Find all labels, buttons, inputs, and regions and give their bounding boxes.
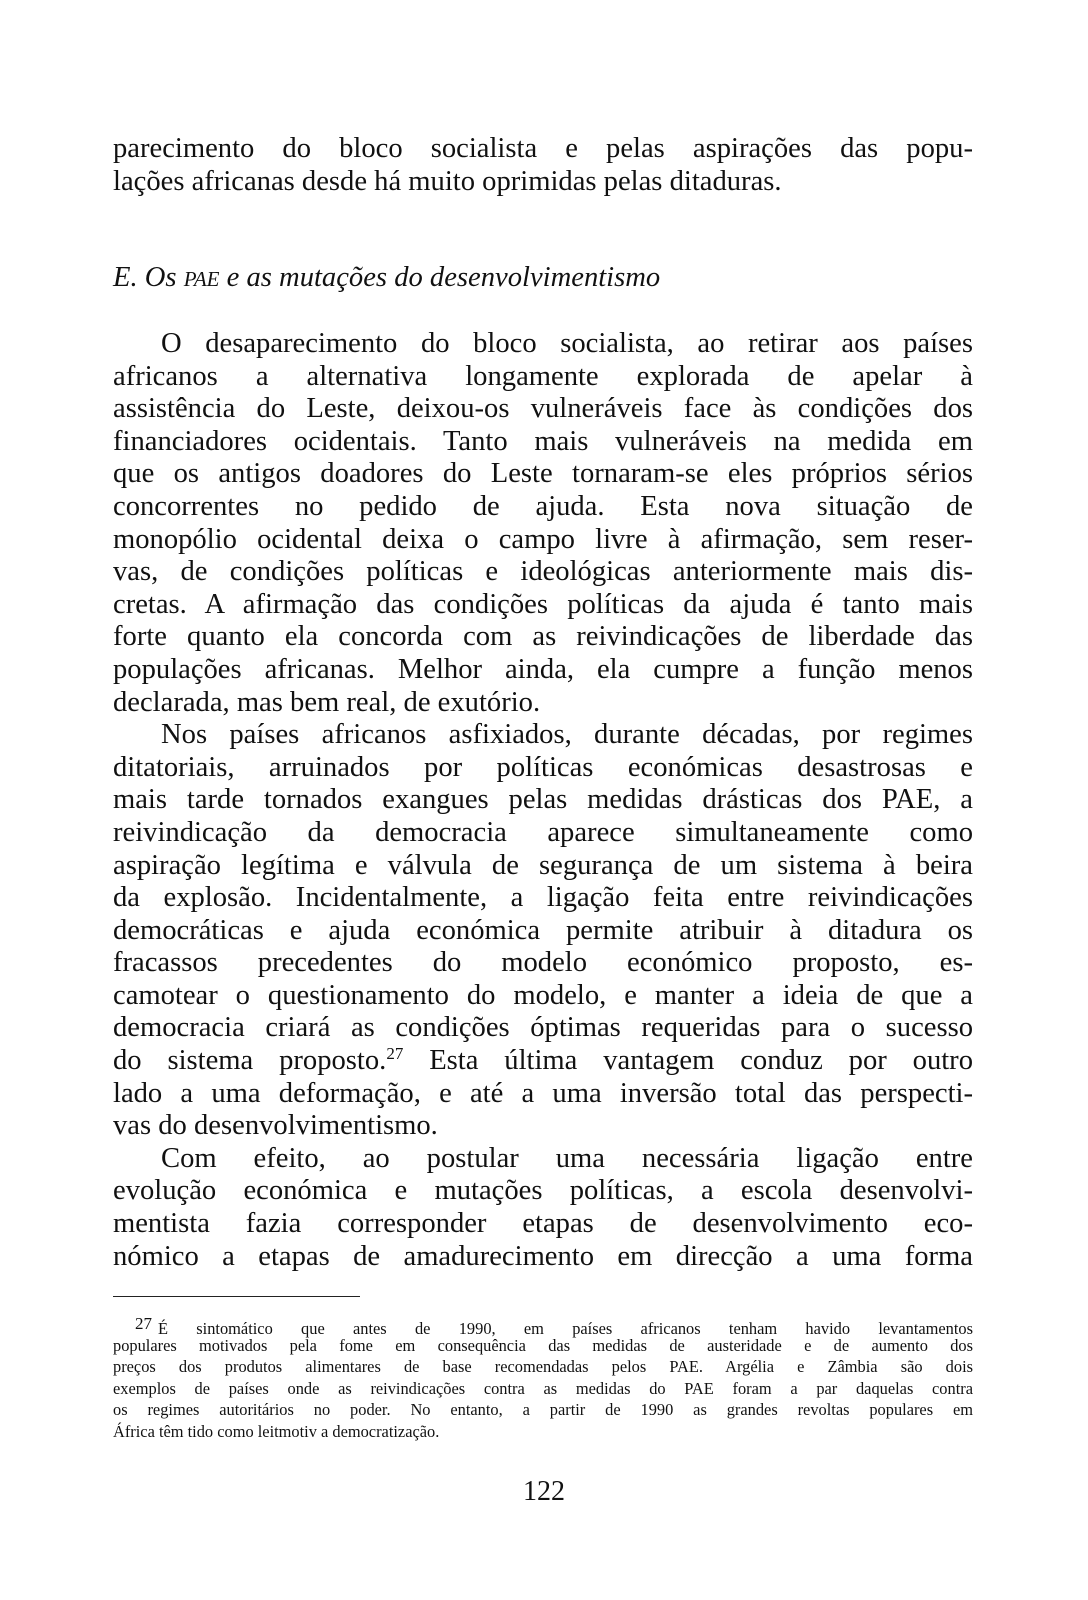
paragraph (113, 328, 973, 719)
footnote-line: exemplos de países onde as reivindicações contra as medidas do PAE foram a par daquelas contra (113, 1378, 973, 1398)
paragraph (113, 719, 973, 1143)
section-heading (113, 262, 973, 294)
text-line: vas do desenvolvimentismo. (113, 1110, 438, 1142)
text-line: populações africanas. Melhor ainda, ela cumpre a função menos (113, 653, 973, 685)
text-line: parecimento do bloco socialista e pelas aspirações das popu- (113, 133, 973, 164)
text-line: declarada, mas bem real, de exutório. (113, 686, 541, 718)
text-line: monopólio ocidental deixa o campo livre à afirmação, sem reser- (113, 523, 973, 555)
text-line: vas, de condições políticas e ideológicas anteriormente mais dis- (113, 556, 973, 588)
text-line: cretas. A afirmação das condições políticas da ajuda é tanto mais (113, 588, 973, 620)
heading-suffix: e as mutações do desenvolvimentismo (219, 262, 661, 293)
text-line: forte quanto ela concorda com as reivindicações de liberdade das (113, 621, 973, 653)
footnote-line (113, 1313, 973, 1338)
text-line: africanos a alternativa longamente explorada de apelar à (113, 360, 973, 392)
text-line: ditatoriais, arruinados por políticas económicas desastrosas e (113, 751, 973, 783)
text-line: Nos países africanos asfixiados, durante décadas, por regimes (161, 719, 973, 751)
text-line: aspiração legítima e válvula de segurança de um sistema à beira (113, 849, 973, 881)
text-line: Com efeito, ao postular uma necessária ligação entre (161, 1142, 973, 1174)
line-segment: do sistema proposto. (113, 1045, 387, 1077)
text-line: mentista fazia corresponder etapas de desenvolvimento eco- (113, 1208, 973, 1240)
text-line: democráticas e ajuda económica permite atribuir à ditadura os (113, 914, 973, 946)
paragraph (113, 1143, 973, 1273)
text-line: camotear o questionamento do modelo, e manter a ideia de que a (113, 979, 973, 1011)
footnote-text: É sintomático que antes de 1990, em países africanos tenham havido levantamentos (158, 1319, 973, 1338)
text-line: O desaparecimento do bloco socialista, ao retirar aos países (161, 328, 973, 359)
page-number: 122 (523, 1476, 565, 1507)
text-line: concorrentes no pedido de ajuda. Esta nova situação de (113, 490, 973, 522)
footnote-line: populares motivados pela fome em consequência das medidas de austeridade e de aumento dos (113, 1335, 973, 1355)
heading-acronym: PAE (183, 267, 220, 291)
body-text (113, 328, 973, 1273)
text-line: lações africanas desde há muito oprimidas pelas ditaduras. (113, 165, 782, 197)
text-line: da explosão. Incidentalmente, a ligação feita entre reivindicações (113, 882, 973, 914)
text-line: evolução económica e mutações políticas, a escola desenvolvi- (113, 1175, 973, 1207)
text-line: financiadores ocidentais. Tanto mais vulneráveis na medida em (113, 425, 973, 457)
footnote-line: África têm tido como leitmotiv a democratização. (113, 1421, 440, 1441)
text-line: reivindicação da democracia aparece simultaneamente como (113, 816, 973, 848)
intro-paragraph (113, 133, 973, 198)
text-line: que os antigos doadores do Leste tornaram-se eles próprios sérios (113, 458, 973, 490)
footnote-line: os regimes autoritários no poder. No entanto, a partir de 1990 as grandes revoltas populares em (113, 1400, 973, 1420)
text-line (113, 1045, 973, 1078)
text-line: nómico a etapas de amadurecimento em direcção a uma forma (113, 1240, 973, 1272)
text-line: fracassos precedentes do modelo económico proposto, es- (113, 947, 973, 979)
text-line: lado a uma deformação, e até a uma inversão total das perspecti- (113, 1077, 973, 1109)
text-line: mais tarde tornados exangues pelas medidas drásticas dos PAE, a (113, 784, 973, 816)
text-line: democracia criará as condições óptimas requeridas para o sucesso (113, 1012, 973, 1044)
footnote-divider (113, 1296, 360, 1297)
line-segment: Esta última vantagem conduz por outro (403, 1045, 974, 1077)
footnote (113, 1313, 973, 1443)
heading-prefix: E. Os (113, 262, 184, 293)
footnote-reference[interactable]: 27 (386, 1044, 404, 1064)
footnote-line: preços dos produtos alimentares de base recomendadas pelos PAE. Argélia e Zâmbia são dois (113, 1357, 973, 1377)
text-line: assistência do Leste, deixou-os vulneráveis face às condições dos (113, 393, 973, 425)
footnote-number: 27 (135, 1314, 152, 1333)
